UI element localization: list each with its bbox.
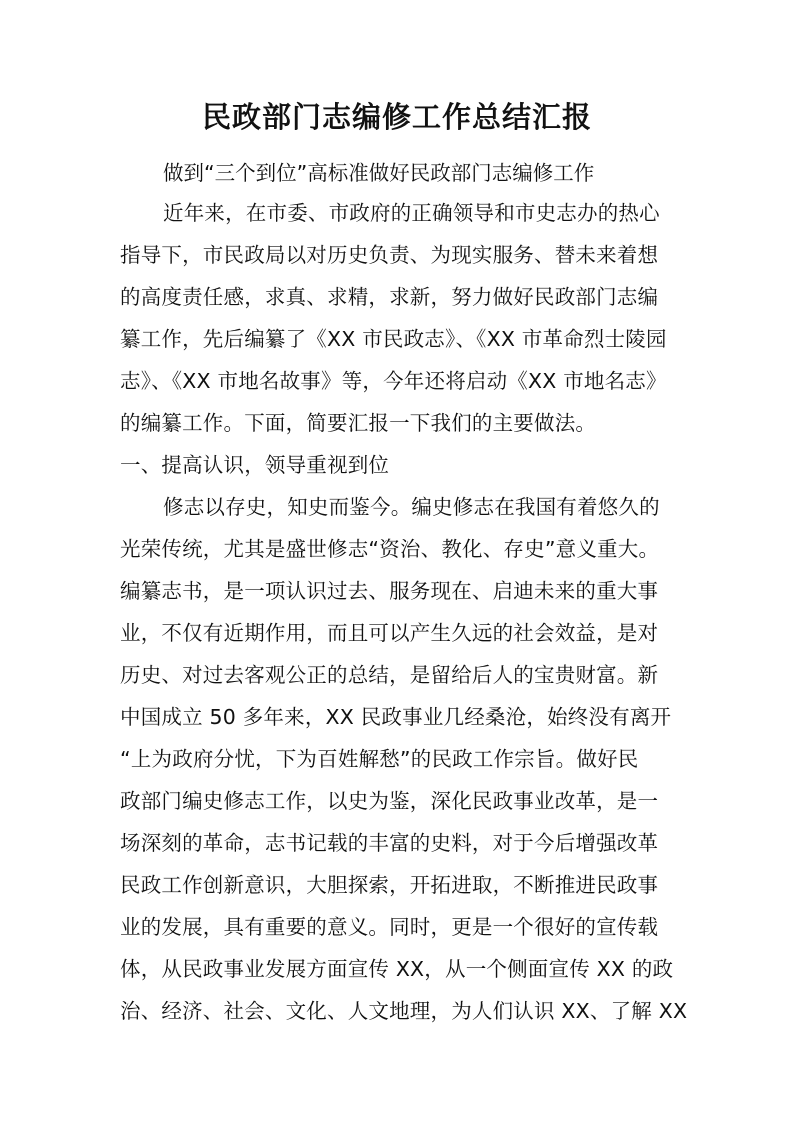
- paragraph-line: 修志以存史，知史而鉴今。编史修志在我国有着悠久的: [163, 495, 660, 519]
- paragraph-line: 光荣传统，尤其是盛世修志“资治、教化、存史”意义重大。: [120, 537, 660, 561]
- paragraph-line: 指导下，市民政局以对历史负责、为现实服务、替未来着想: [120, 243, 659, 267]
- paragraph-line: 体，从民政事业发展方面宣传 XX，从一个侧面宣传 XX 的政: [120, 957, 674, 981]
- paragraph-line: 历史、对过去客观公正的总结，是留给后人的宝贵财富。新: [120, 663, 659, 687]
- section-heading: 一、提高认识，领导重视到位: [120, 453, 390, 477]
- paragraph-line: 近年来，在市委、市政府的正确领导和市史志办的热心: [163, 201, 660, 225]
- paragraph-line: 民政工作创新意识，大胆探索，开拓进取，不断推进民政事: [120, 873, 659, 897]
- paragraph-line: 业，不仅有近期作用，而且可以产生久远的社会效益，是对: [120, 621, 659, 645]
- paragraph-line: 政部门编史修志工作，以史为鉴，深化民政事业改革，是一: [120, 789, 659, 813]
- document-subtitle: 做到“三个到位”高标准做好民政部门志编修工作: [163, 161, 595, 185]
- paragraph-line: 场深刻的革命，志书记载的丰富的史料，对于今后增强改革: [120, 831, 659, 855]
- paragraph-line: 编纂志书，是一项认识过去、服务现在、启迪未来的重大事: [120, 579, 659, 603]
- paragraph-line: 中国成立 50 多年来，XX 民政事业几经桑沧，始终没有离开: [120, 705, 672, 729]
- paragraph-line: 的编纂工作。下面，简要汇报一下我们的主要做法。: [120, 411, 597, 435]
- document-title: 民政部门志编修工作总结汇报: [201, 100, 592, 134]
- paragraph-line: “上为政府分忧，下为百姓解愁”的民政工作宗旨。做好民: [120, 747, 639, 771]
- paragraph-line: 治、经济、社会、文化、人文地理，为人们认识 XX、了解 XX: [120, 999, 688, 1023]
- paragraph-line: 的高度责任感，求真、求精，求新，努力做好民政部门志编: [120, 285, 659, 309]
- paragraph-line: 志》、《XX 市地名故事》等，今年还将启动《XX 市地名志》: [120, 369, 667, 393]
- paragraph-line: 业的发展，具有重要的意义。同时，更是一个很好的宣传载: [120, 915, 659, 939]
- paragraph-line: 纂工作，先后编纂了《XX 市民政志》、《XX 市革命烈士陵园: [120, 327, 667, 351]
